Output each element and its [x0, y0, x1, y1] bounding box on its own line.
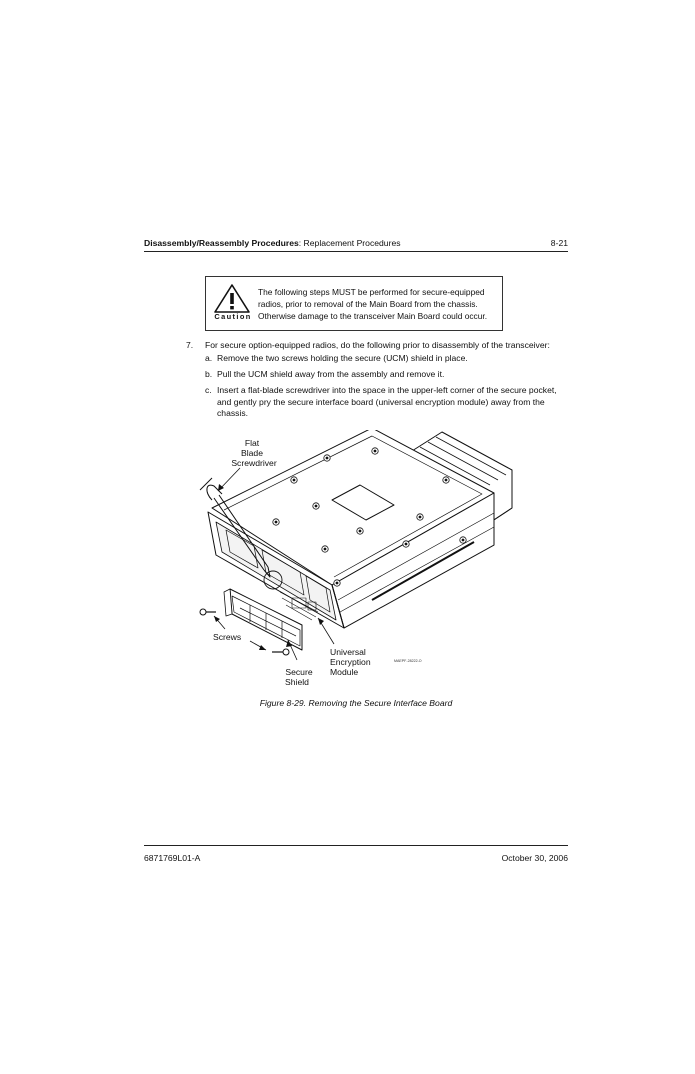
- label-screwdriver-line2: Blade: [241, 448, 263, 458]
- label-module-line1: Universal: [330, 647, 366, 657]
- step-7: [186, 340, 570, 352]
- substep-a: [205, 353, 570, 365]
- substep-letter: c.: [205, 385, 212, 395]
- label-screwdriver-line1: Flat: [244, 438, 260, 448]
- header-section-rest: : Replacement Procedures: [298, 238, 401, 248]
- substep-text: Insert a flat-blade screwdriver into the space in the upper-left corner of the secure pocket, and gently pry the secure interface board (universal encryption module) away from the chassis.: [217, 385, 557, 418]
- substep-text: Remove the two screws holding the secure (UCM) shield in place.: [217, 353, 468, 363]
- label-module-line2: Encryption: [330, 657, 371, 667]
- caution-box: [205, 276, 503, 331]
- step-number: 7.: [186, 340, 194, 350]
- footer-rule: [144, 845, 568, 846]
- step-text: For secure option-equipped radios, do the following prior to disassembly of the transceiver:: [205, 340, 550, 350]
- header-section-bold: Disassembly/Reassembly Procedures: [144, 238, 299, 248]
- label-screws: Screws: [213, 632, 242, 642]
- figure-caption: Figure 8-29. Removing the Secure Interface Board: [259, 698, 453, 708]
- substep-b: [205, 369, 570, 381]
- figure-code: MAEPF-28222-O: [394, 659, 422, 663]
- caution-label: Caution: [214, 312, 252, 321]
- substep-text: Pull the UCM shield away from the assembly and remove it.: [217, 369, 445, 379]
- header-rule: [144, 251, 568, 252]
- label-module-line3: Module: [330, 667, 359, 677]
- header-page-number: 8-21: [550, 238, 568, 248]
- substep-letter: a.: [205, 353, 213, 363]
- footer-date: October 30, 2006: [501, 853, 568, 863]
- substep-letter: b.: [205, 369, 213, 379]
- header-section: [144, 238, 401, 248]
- label-shield-line1: Secure: [285, 667, 313, 677]
- caution-text: The following steps MUST be performed for secure-equipped radios, prior to removal of the Main Board from the chassis. Otherwise damage to the transceiver Main Board could occur.: [258, 287, 488, 321]
- label-shield-line2: Shield: [285, 677, 309, 687]
- label-screwdriver-line3: Screwdriver: [231, 458, 277, 468]
- substep-c: [205, 385, 570, 420]
- figure-secure-interface-board: [195, 430, 525, 692]
- footer-doc-number: 6871769L01-A: [144, 853, 201, 863]
